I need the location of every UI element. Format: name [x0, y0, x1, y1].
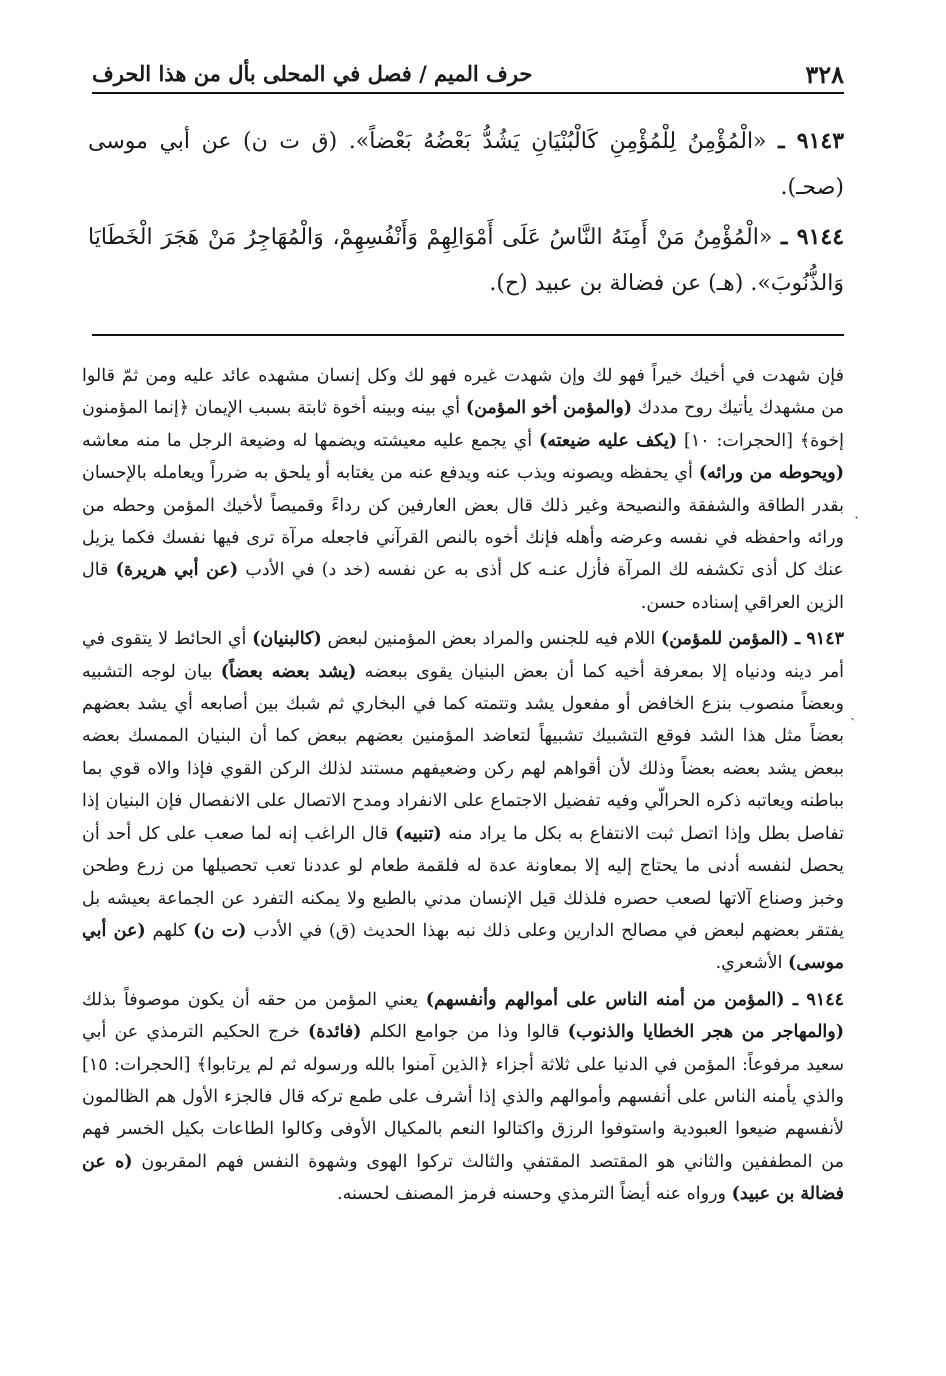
- commentary-text: يعني المؤمن من حقه أن يكون موصوفاً بذلك: [82, 989, 426, 1010]
- commentary-text: فإن شهدت في أخيك خيراً فهو لك وإن شهدت غيره فهو لك وكل إنسان مشهده عائد عليه ومن ثمّ قالوا من مشهدك يأتيك روح مددك: [82, 366, 845, 419]
- commentary-bold: (والمؤمن أخو المؤمن): [465, 398, 633, 419]
- commentary-number: ٩١٤٤ ـ: [784, 989, 844, 1010]
- hadith-text: «الْمُؤْمِنُ لِلْمُؤْمِنِ كَالْبُنْيَانِ يَشُدُّ بَعْضُهُ بَعْضاً». (ق ت ن) عن أبي موسى (صحـ).: [88, 129, 844, 200]
- margin-dot: ˎ: [850, 702, 856, 721]
- commentary-bold: (ت ن): [193, 920, 247, 941]
- footnote-divider: [92, 334, 844, 336]
- commentary-paragraph-9143: [82, 623, 844, 979]
- commentary-text: الأشعري.: [715, 953, 789, 974]
- hadith-number: ٩١٤٣ ـ: [778, 128, 845, 154]
- commentary-bold: (يشد بعضه بعضاً): [220, 661, 357, 682]
- commentary-number: ٩١٤٣ ـ: [788, 629, 844, 650]
- hadith-9144: [88, 214, 844, 307]
- hadith-9143: [88, 118, 844, 211]
- commentary-text: أي الحائط لا يتقوى في أمر دينه ودنياه إلا بمعرفة أخيه كما أن بعض البنيان يقوى ببعضه: [82, 629, 844, 682]
- commentary-bold: (تنبيه): [395, 823, 442, 844]
- commentary-paragraph-1: [82, 360, 844, 619]
- commentary-bold: (المؤمن للمؤمن): [660, 629, 789, 650]
- page-number: ٣٢٨: [805, 60, 844, 89]
- running-title: حرف الميم / فصل في المحلى بأل من هذا الحرف: [92, 61, 533, 86]
- commentary-bold: (يكف عليه ضيعته): [538, 430, 678, 451]
- margin-dot: ·: [854, 508, 860, 527]
- commentary-bold: (عن أبي موسى): [82, 920, 844, 974]
- hadith-number: ٩١٤٤ ـ: [780, 224, 845, 250]
- commentary-text: أي يحفظه ويصونه ويذب عنه ويدفع عنه من يغتابه أو يلحق به ضرراً ويعامله بالإحسان بقدر الطاقة والشفقة والنصيحة وغير ذلك قال بعض العارفين كن رداءً وقميصاً لأخيك المؤمن وحطه من ورائه واحفظه في نفسه وعرضه وأهله فإنك أخوه بالنص القرآني فاجعله مرآة ترى فيها نفسك فكما يزيل عنك كل أذى تكشفه لك المرآة فأزل عنـه كل أذى به عن نفسه (خد د) في الأدب: [82, 463, 844, 581]
- commentary-bold: (ويحوطه من ورائه): [698, 463, 844, 484]
- commentary-text: قال الزين العراقي إسناده حسن.: [82, 560, 844, 613]
- commentary-text: قالوا وذا من جوامع الكلم: [361, 1022, 568, 1043]
- commentary-paragraph-9144: [82, 984, 844, 1211]
- commentary-section: [82, 360, 844, 1215]
- commentary-bold: (كالبنيان): [252, 629, 322, 650]
- commentary-bold: (والمهاجر من هجر الخطايا والذنوب): [567, 1022, 844, 1043]
- commentary-bold: (ه عن فضالة بن عبيد): [82, 1151, 844, 1205]
- commentary-text: أي يجمع عليه معيشته ويضمها له وضيعة الرجل ما منه معاشه: [82, 430, 539, 451]
- commentary-bold: (عن أبي هريرة): [115, 560, 239, 581]
- commentary-text: بيان لوجه التشبيه وبعضاً منصوب بنزع الخافض أو مفعول يشد وتتمته كما في البخاري ثم شبك بين أصابعه أي يشد بعضهم بعضاً مثل هذا الشد فوقع التشبيك تشبيهاً لتعاضد المؤمنين بعضهم ببعض كما أن البنيان الممسك بعضه ببعض يشد بعضه بعضاً وذلك لأن أقواهم لهم ركن وضعيفهم مستند لذلك الركن القوي فإذا والاه قوي بما بباطنه ويعاتبه ذكره الحرالّي وفيه تفضيل الاجتماع على الانفراد ومدح الاتصال على الانفصال فإن البنيان إذا تفاصل بطل وإذا اتصل ثبت الانتفاع به بكل ما يراد منه: [82, 661, 844, 844]
- commentary-bold: (المؤمن من أمنه الناس على أموالهم وأنفسهم): [425, 989, 785, 1010]
- commentary-text: اللام فيه للجنس والمراد بعض المؤمنين لبعض: [321, 629, 661, 650]
- commentary-text: قال الراغب إنه لما صعب على كل أحد أن يحصل لنفسه أدنى ما يحتاج إليه إلا بمعاونة عدة له فلقمة طعام لو عددنا تعب تحصيلها من زرع وطحن وخبز وصناع آلاتها لصعب حصره فلذلك قيل الإنسان مدني بالطبع ولا يمكنه التفرد عن الجماعة بعيشه بل يفتقر بعضهم لبعض في مصالح الدارين وعلى ذلك نبه بهذا الحديث (ق) في الأدب: [82, 823, 844, 941]
- hadith-text: «الْمُؤْمِنُ مَنْ أَمِنَهُ النَّاسُ عَلَى أَمْوَالِهِمْ وَأَنْفُسِهِمْ، وَالْمُهَاجِرُ مَنْ هَجَرَ الْخَطَايَا وَالذُّنُوبَ». (هـ) عن فضالة بن عبيد (ح).: [88, 225, 844, 296]
- commentary-text: خرج الحكيم الترمذي عن أبي سعيد مرفوعاً: المؤمن في الدنيا على ثلاثة أجزاء ﴿الذين آمنوا بالله ورسوله ثم لم يرتابوا﴾ [الحجرات: ١٥] والذي يأمنه الناس على أنفسهم وأموالهم والذي إذا أشرف على طمع تركه قال فالجزء الأول هم الظالمون لأنفسهم ضيعوا العبودية واستوفوا الرزق واكتالوا النعم بالمكيال الأوفى وكالوا الطاعات بكيل الخسر فهم من المطففين والثاني هو المقتصد المقتفي والثالث تركوا الهوى وشهوة النفس فهم المقربون: [82, 1022, 844, 1172]
- commentary-text: ورواه عنه أيضاً الترمذي وحسنه فرمز المصنف لحسنه.: [337, 1184, 732, 1205]
- commentary-bold: (فائدة): [307, 1022, 362, 1043]
- commentary-text: أي بينه وبينه أخوة ثابتة بسبب الإيمان ﴿إنما المؤمنون إخوة﴾ [الحجرات: ١٠]: [82, 398, 845, 451]
- commentary-text: كلهم: [145, 920, 194, 941]
- page-header: [92, 58, 844, 94]
